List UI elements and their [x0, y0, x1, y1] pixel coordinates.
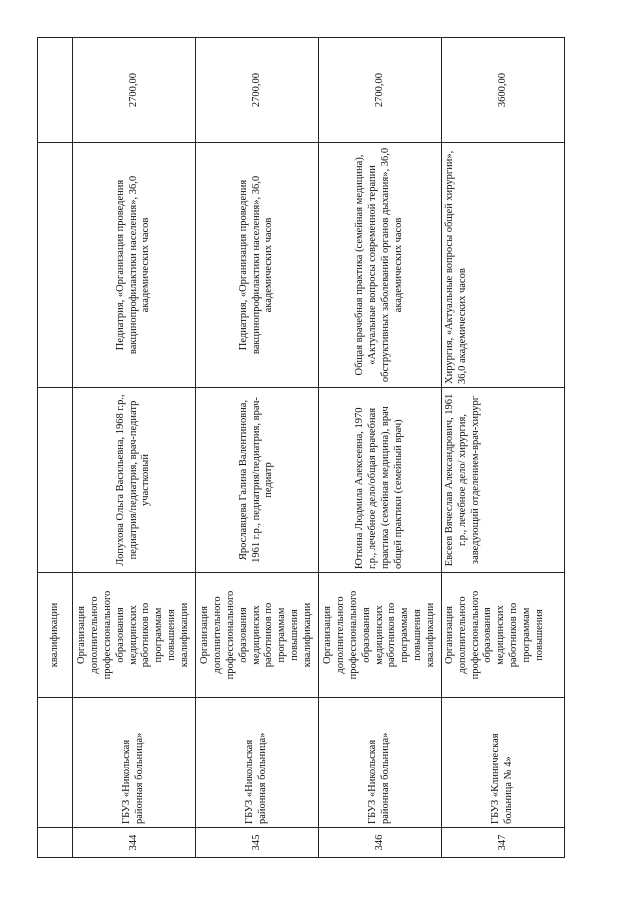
training-table — [37, 37, 565, 858]
table-row — [196, 38, 319, 858]
cell-price: 2700,00 — [73, 38, 196, 143]
cell-org-type: Организация дополнительного профессионального образования медицинских работников по программам повышения квалификации — [73, 573, 196, 698]
table-row — [442, 38, 565, 858]
cell-org-type: квалификации — [38, 573, 73, 698]
table-row — [319, 38, 442, 858]
cell-num: 344 — [73, 828, 196, 858]
cell-program: Педиатрия, «Организация проведения вакцинопрофилактики населения», 36,0 академических часов — [196, 143, 319, 388]
cell-person: Евсеев Вячеслав Александрович, 1961 г.р., лечебное дело/ хирургия, заведующий отделением-врач-хирург — [442, 388, 565, 573]
cell-num: 346 — [319, 828, 442, 858]
cell-institution: ГБУЗ «Никольская районная больница» — [73, 698, 196, 828]
cell-person: Лопухова Ольга Васильевна, 1968 г.р., педиатрия/педиатрия, врач-педиатр участковый — [73, 388, 196, 573]
cell-org-type: Организация дополнительного профессионального образования медицинских работников по программам повышения — [442, 573, 565, 698]
cell-program: Педиатрия, «Организация проведения вакцинопрофилактики населения», 36,0 академических часов — [73, 143, 196, 388]
table-row-continuation — [38, 38, 73, 858]
cell-institution: ГБУЗ «Никольская районная больница» — [196, 698, 319, 828]
cell-person: Юткина Людмила Алексеевна, 1970 г.р., лечебное дело/общая врачебная практика (семейная медицина), врач общей практики (семейный врач) — [319, 388, 442, 573]
cell-org-type: Организация дополнительного профессионального образования медицинских работников по программам повышения квалификации — [319, 573, 442, 698]
cell-org-type: Организация дополнительного профессионального образования медицинских работников по программам повышения квалификации — [196, 573, 319, 698]
cell-num: 347 — [442, 828, 565, 858]
cell-program: Хирургия, «Актуальные вопросы общей хирургии», 36,0 академических часов — [442, 143, 565, 388]
cell-num: 345 — [196, 828, 319, 858]
cell-institution: ГБУЗ «Никольская районная больница» — [319, 698, 442, 828]
cell-price: 3600,00 — [442, 38, 565, 143]
cell-program: Общая врачебная практика (семейная медицина), «Актуальные вопросы современной терапии обструктивных заболеваний органов дыхания», 36,0 академических часов — [319, 143, 442, 388]
cell-price: 2700,00 — [319, 38, 442, 143]
cell-price: 2700,00 — [196, 38, 319, 143]
cell-price — [38, 38, 73, 143]
cell-institution — [38, 698, 73, 828]
cell-institution: ГБУЗ «Клиническая больница № 4» — [442, 698, 565, 828]
rotated-page — [37, 38, 552, 858]
cell-num — [38, 828, 73, 858]
table-row — [73, 38, 196, 858]
cell-person — [38, 388, 73, 573]
cell-program — [38, 143, 73, 388]
cell-person: Ярославцева Галина Валентиновна, 1961 г.р., педиатрия/педиатрия, врач-педиатр — [196, 388, 319, 573]
